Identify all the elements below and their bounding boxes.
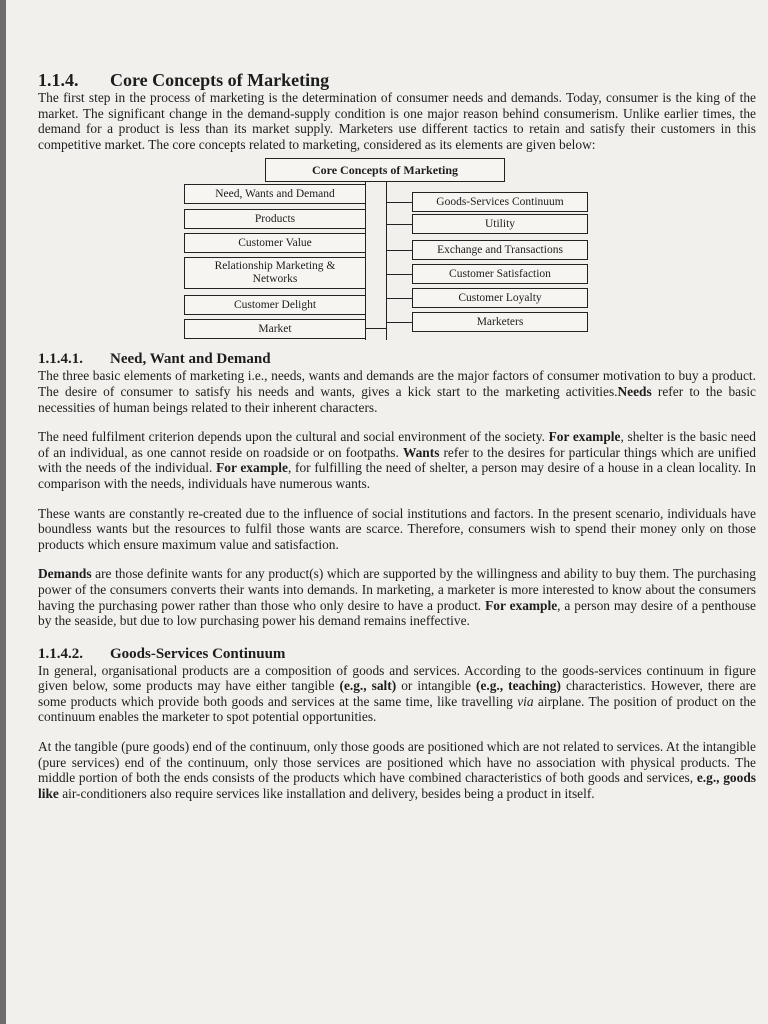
text-run: airplane. The position of product on the continuum enables the marketer to spot potential opportunities. — [38, 693, 756, 725]
paragraph — [38, 566, 756, 628]
bold-example: (e.g., teaching) — [475, 678, 561, 694]
diagram-trunk-base — [365, 328, 387, 329]
diagram-right-box: Goods-Services Continuum — [412, 192, 588, 212]
subsection-number: 1.1.4.1. — [38, 351, 83, 368]
diagram-right-box: Customer Satisfaction — [412, 264, 588, 284]
diagram-left-box: Customer Value — [184, 233, 366, 253]
text-run: In general, organisational products are a composition of goods and services. According to the goods-services continuum in figure given below, some products may have either tangible — [38, 662, 756, 694]
bold-term-needs: Needs — [617, 383, 652, 399]
subsection-heading-need-want-demand — [38, 350, 756, 368]
paragraph — [38, 663, 756, 725]
diagram-trunk-line — [386, 182, 387, 340]
text-run: At the tangible (pure goods) end of the continuum, only those goods are positioned which are not related to services. At the intangible (pure services) end of the continuum, only those services are positioned which have no association with physical products. The middle portion of both the ends consists of the products which have combined characteristics of both goods and services, — [38, 739, 756, 786]
subsection-heading-goods-services — [38, 645, 756, 663]
subsection-number: 1.1.4.2. — [38, 645, 83, 662]
page-edge-shadow — [0, 0, 6, 1024]
diagram-left-box: Need, Wants and Demand — [184, 184, 366, 204]
text-run: The three basic elements of marketing i.e., needs, wants and demands are the major factors of consumer motivation to buy a product. The desire of consumer to satisfy his needs and wants, gives a kick start to the marketing activities. — [38, 368, 756, 399]
diagram-connector — [386, 322, 412, 323]
bold-phrase: For example — [216, 460, 288, 476]
subsection-title: Goods-Services Continuum — [110, 645, 286, 662]
diagram-left-box: Customer Delight — [184, 295, 366, 315]
content — [38, 70, 756, 801]
text-run: refer to the desires for particular things which are unified with the needs of the individual. — [38, 444, 756, 476]
diagram-right-box: Utility — [412, 214, 588, 234]
bold-example: e.g., goods like — [38, 770, 756, 801]
text-run: , shelter is the basic need of an individual, as one cannot reside on roadside or on footpaths. — [38, 429, 756, 460]
diagram-connector — [386, 224, 412, 225]
paragraph: These wants are constantly re-created due to the influence of social institutions and factors. In the present scenario, individuals have boundless wants but the resources to fulfil those wants are scarce. Therefore, consumers wish to spend their money only on those products which ensure maximum value and satisfaction. — [38, 505, 756, 552]
diagram-right-box: Marketers — [412, 312, 588, 332]
section-title: Core Concepts of Marketing — [110, 70, 330, 90]
text-run: air-conditioners also require services like installation and delivery, besides being a product in itself. — [58, 785, 595, 801]
section-intro: The first step in the process of marketing is the determination of consumer needs and demands. Today, consumer is the king of the market. The significant change in the demand-supply condition is one major reason behind consumerism. Unlike earlier times, the demand for a product is less than its market supply. Marketers use different tactics to retain and satisfy their customers in this competitive market. The core concepts related to marketing, considered as its elements are given below: — [38, 90, 756, 152]
text-run: are those definite wants for any product(s) which are supported by the willingness and ability to buy them. The purchasing power of the consumers converts their wants into demands. In marketing, a marketer is more interested to know about the consumers having the purchasing power rather than those who only desire to have a product. — [38, 566, 756, 613]
text-run: or intangible — [396, 678, 476, 694]
diagram-right-box: Customer Loyalty — [412, 288, 588, 308]
section-heading — [38, 70, 756, 90]
bold-term-wants: Wants — [402, 444, 440, 460]
paragraph — [38, 739, 756, 801]
text-run: refer to the basic necessities of human beings related to their inherent characters. — [38, 383, 756, 415]
italic-word: via — [517, 693, 534, 709]
text-run: , for fulfilling the need of shelter, a person may desire of a house in a clean locality. In comparison with the needs, individuals have numerous wants. — [38, 460, 756, 491]
bold-phrase: For example — [548, 429, 621, 445]
diagram-title-box: Core Concepts of Marketing — [265, 158, 505, 182]
text-run: , a person may desire of a penthouse by the seaside, but due to low purchasing power his demand remains ineffective. — [38, 597, 756, 629]
bold-phrase: For example — [485, 597, 558, 613]
diagram-left-box: Market — [184, 319, 366, 339]
section-number: 1.1.4. — [38, 70, 79, 90]
core-concepts-diagram — [38, 158, 756, 348]
bold-example: (e.g., salt) — [339, 678, 397, 694]
diagram-connector — [386, 298, 412, 299]
text-run: The need fulfilment criterion depends upon the cultural and social environment of the society. — [38, 429, 549, 445]
diagram-connector — [386, 274, 412, 275]
bold-term-demands: Demands — [38, 566, 92, 582]
diagram-left-box: Products — [184, 209, 366, 229]
diagram-connector — [386, 250, 412, 251]
diagram-left-box: Relationship Marketing & Networks — [184, 257, 366, 289]
text-run: characteristics. However, there are some products which provide both goods and services at the same time, like travelling — [38, 678, 756, 709]
paragraph — [38, 429, 756, 491]
diagram-connector — [386, 202, 412, 203]
diagram-right-box: Exchange and Transactions — [412, 240, 588, 260]
subsection-title: Need, Want and Demand — [110, 351, 271, 368]
paragraph — [38, 368, 756, 415]
